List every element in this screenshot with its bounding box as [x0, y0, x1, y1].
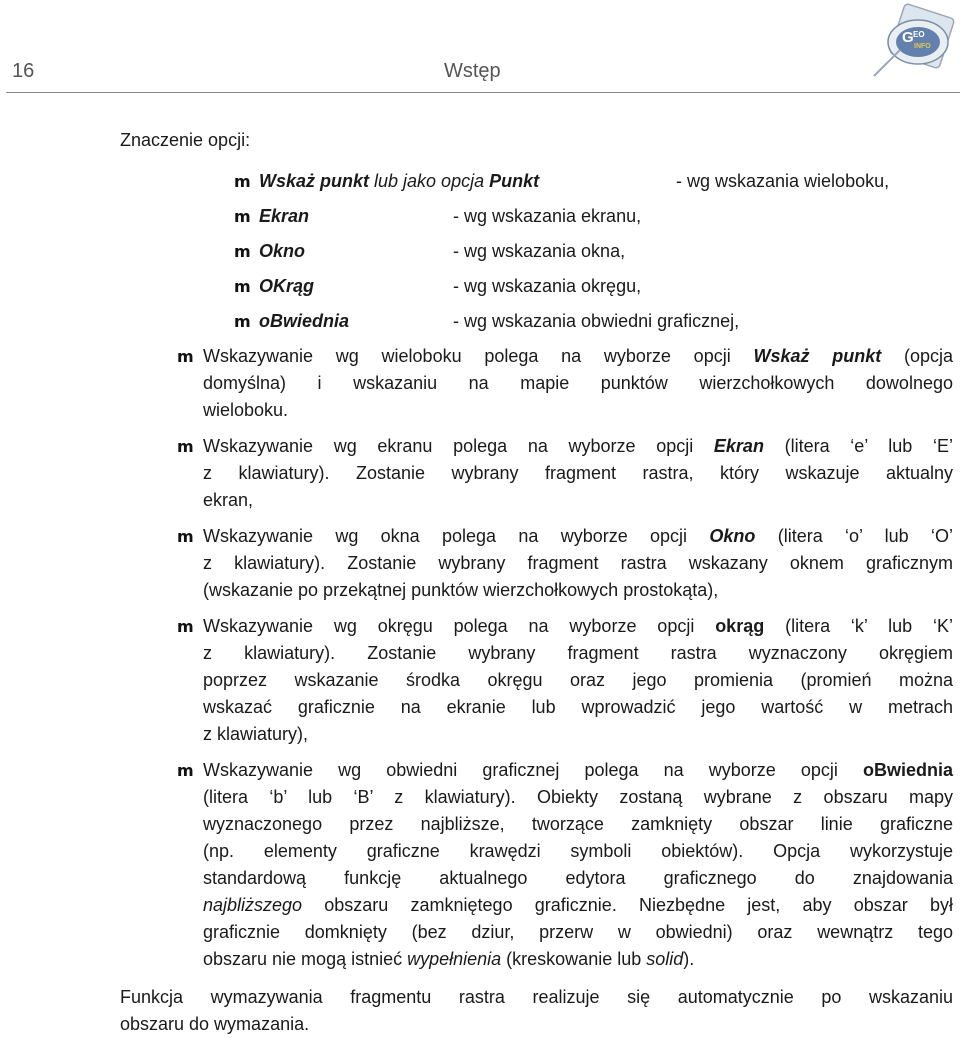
paragraph-line: (np. elementy graficzne krawędzi symboli obiektów). Opcja wykorzystuje — [203, 841, 953, 861]
section-heading: Znaczenie opcji: — [120, 130, 251, 150]
option-description: - wg wskazania obwiedni graficznej, — [453, 311, 740, 331]
paragraph-line: Wskazywanie wg obwiedni graficznej polega na wyborze opcji oBwiednia — [203, 760, 953, 780]
paragraph-line: graficznie domknięty (bez dziur, przerw w obwiedni) oraz wewnątrz tego — [203, 922, 953, 942]
header-divider — [6, 92, 960, 93]
page-title: Wstęp — [444, 60, 501, 82]
option-name: Okno — [259, 241, 306, 261]
svg-text:INFO: INFO — [914, 43, 931, 50]
geo-info-logo — [862, 2, 958, 82]
paragraph-line: obszaru nie mogą istnieć wypełnienia (kreskowanie lub solid). — [203, 949, 695, 969]
option-name: Ekran — [259, 206, 310, 226]
closing-paragraph-line: Funkcja wymazywania fragmentu rastra realizuje się automatycznie po wskazaniu — [120, 987, 953, 1007]
svg-text:G: G — [902, 29, 914, 46]
paragraph-line: wskazać graficznie na ekranie lub wprowadzić jego wartość w metrach — [203, 697, 953, 717]
list-bullet: m — [234, 172, 251, 191]
paragraph-line: z klawiatury). Zostanie wybrany fragment rastra wyznaczony okręgiem — [203, 643, 953, 663]
list-bullet: m — [177, 761, 194, 780]
option-description: - wg wskazania ekranu, — [453, 206, 642, 226]
svg-text:EO: EO — [913, 30, 925, 39]
list-bullet: m — [234, 207, 251, 226]
paragraph-line: Wskazywanie wg ekranu polega na wyborze opcji Ekran (litera ‘e’ lub ‘E’ — [203, 436, 953, 456]
paragraph-line: domyślna) i wskazaniu na mapie punktów wierzchołkowych dowolnego — [203, 373, 953, 393]
page-number: 16 — [12, 60, 35, 82]
option-description: - wg wskazania okręgu, — [453, 276, 642, 296]
option-description: - wg wskazania wieloboku, — [676, 171, 890, 191]
paragraph-line: (litera ‘b’ lub ‘B’ z klawiatury). Obiekty zostaną wybrane z obszaru mapy — [203, 787, 953, 807]
paragraph-line: wieloboku. — [203, 400, 289, 420]
list-bullet: m — [234, 277, 251, 296]
paragraph-line: z klawiatury). Zostanie wybrany fragment rastra wskazany oknem graficznym — [203, 553, 953, 573]
option-name: OKrąg — [259, 276, 315, 296]
list-bullet: m — [177, 347, 194, 366]
paragraph-line: standardową funkcję aktualnego edytora graficznego do znajdowania — [203, 868, 953, 888]
paragraph-line: poprzez wskazanie środka okręgu oraz jego promienia (promień można — [203, 670, 953, 690]
page-header — [0, 0, 960, 100]
list-bullet: m — [234, 312, 251, 331]
list-bullet: m — [177, 437, 194, 456]
paragraph-line: (wskazanie po przekątnej punktów wierzchołkowych prostokąta), — [203, 580, 719, 600]
option-row: Wskaż punkt lub jako opcja Punkt — [259, 171, 540, 191]
paragraph-line: z klawiatury). Zostanie wybrany fragment rastra, który wskazuje aktualny — [203, 463, 953, 483]
closing-paragraph-line: obszaru do wymazania. — [120, 1014, 310, 1034]
list-bullet: m — [177, 617, 194, 636]
paragraph-line: wyznaczonego przez najbliższe, tworzące zamknięty obszar linie graficzne — [203, 814, 953, 834]
paragraph-line: Wskazywanie wg wieloboku polega na wyborze opcji Wskaż punkt (opcja — [203, 346, 954, 366]
list-bullet: m — [177, 527, 194, 546]
paragraph-line: Wskazywanie wg okręgu polega na wyborze opcji okrąg (litera ‘k’ lub ‘K’ — [203, 616, 954, 636]
option-name: oBwiednia — [259, 311, 350, 331]
paragraph-line: ekran, — [203, 490, 254, 510]
option-description: - wg wskazania okna, — [453, 241, 626, 261]
list-bullet: m — [234, 242, 251, 261]
paragraph-line: najbliższego obszaru zamkniętego graficznie. Niezbędne jest, aby obszar był — [203, 895, 953, 915]
paragraph-line: Wskazywanie wg okna polega na wyborze opcji Okno (litera ‘o’ lub ‘O’ — [203, 526, 954, 546]
paragraph-line: z klawiatury), — [203, 724, 309, 744]
